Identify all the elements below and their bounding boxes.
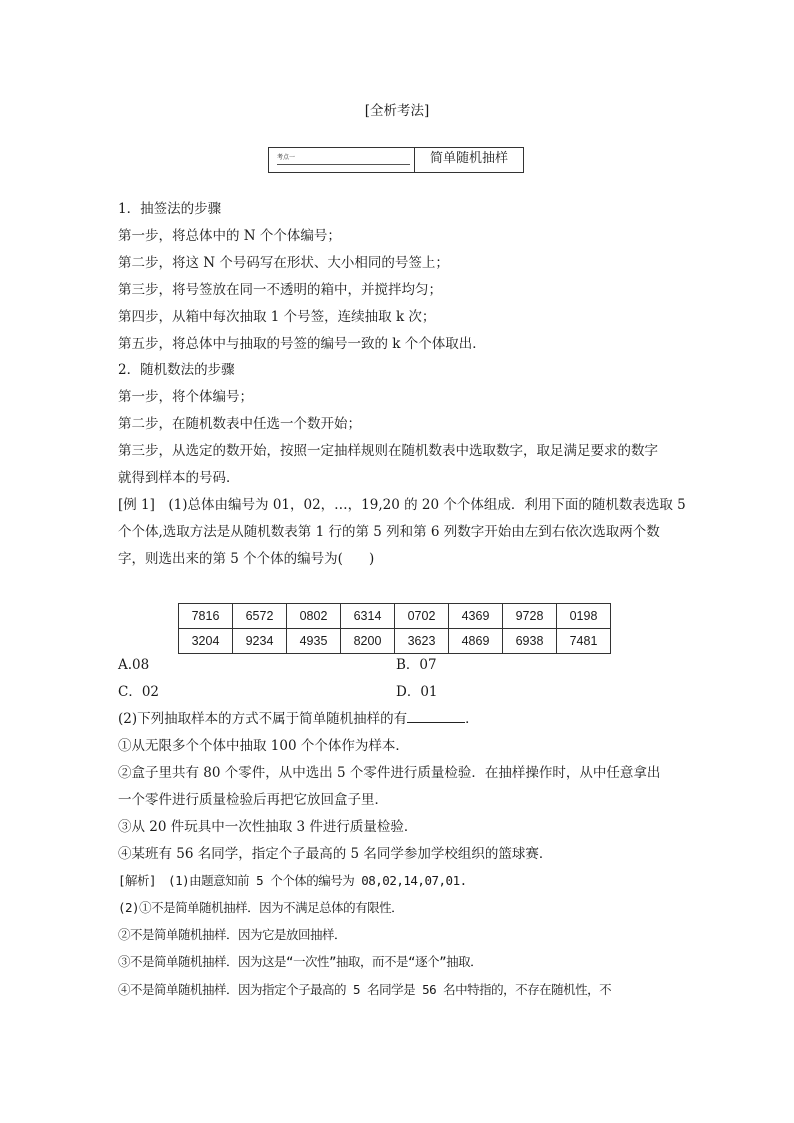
option-d: D．01 xyxy=(396,684,438,700)
table-cell: 6938 xyxy=(503,629,557,654)
table-cell: 7481 xyxy=(557,629,611,654)
random-number-step-1: 第一步，将个体编号； xyxy=(118,389,253,405)
random-number-table xyxy=(178,603,611,654)
example-q1-line-2: 个个体,选取方法是从随机数表第 1 行的第 5 列和第 6 列数字开始由左到右依次选取两个数 xyxy=(118,524,660,540)
lottery-step-5: 第五步，将总体中与抽取的号签的编号一致的 k 个个体取出． xyxy=(118,336,486,352)
example-q2-stem-end: ． xyxy=(465,711,479,727)
example-q2-stem xyxy=(118,710,479,728)
table-cell: 7816 xyxy=(179,604,233,629)
table-cell: 9728 xyxy=(503,604,557,629)
topic-tag-rule xyxy=(277,164,410,165)
option-c: C．02 xyxy=(118,684,160,700)
topic-tag: 考点一 xyxy=(277,154,296,161)
table-row xyxy=(179,629,611,654)
section-heading: [全析考法] xyxy=(364,103,430,119)
solution-line-1: [解析] (1)由题意知前 5 个个体的编号为 08,02,14,07,01. xyxy=(118,873,467,888)
example-q2-item-2-cont: 一个零件进行质量检验后再把它放回盒子里． xyxy=(118,792,388,808)
topic-title: 简单随机抽样 xyxy=(429,151,508,166)
solution-line-5: ④不是简单随机抽样．因为指定个子最高的 5 名同学是 56 名中特指的，不存在随机性，不 xyxy=(118,982,612,997)
example-q1-line-3 xyxy=(118,550,374,568)
random-number-step-3-cont: 就得到样本的号码． xyxy=(118,470,240,486)
table-cell: 4935 xyxy=(287,629,341,654)
table-cell: 4369 xyxy=(449,604,503,629)
lottery-step-1: 第一步，将总体中的 N 个个体编号； xyxy=(118,228,341,244)
random-number-step-3: 第三步，从选定的数开始，按照一定抽样规则在随机数表中选取数字，取足满足要求的数字 xyxy=(118,443,658,459)
lottery-title: 1．抽签法的步骤 xyxy=(118,201,222,217)
table-cell: 9234 xyxy=(233,629,287,654)
option-a: A.08 xyxy=(118,657,150,673)
example-q2-item-3: ③从 20 件玩具中一次性抽取 3 件进行质量检验． xyxy=(118,819,418,835)
table-row xyxy=(179,604,611,629)
table-cell: 0702 xyxy=(395,604,449,629)
table-cell: 6314 xyxy=(341,604,395,629)
lottery-step-4: 第四步，从箱中每次抽取 1 个号签，连续抽取 k 次； xyxy=(118,309,436,325)
table-cell: 0802 xyxy=(287,604,341,629)
table-cell: 0198 xyxy=(557,604,611,629)
lottery-step-3: 第三步，将号签放在同一不透明的箱中，并搅拌均匀； xyxy=(118,282,442,298)
solution-line-2: (2)①不是简单随机抽样．因为不满足总体的有限性． xyxy=(118,900,404,915)
random-number-step-2: 第二步，在随机数表中任选一个数开始； xyxy=(118,416,361,432)
table-cell: 6572 xyxy=(233,604,287,629)
lottery-step-2: 第二步，将这 N 个号码写在形状、大小相同的号签上； xyxy=(118,255,449,271)
example-q1-line-3-text: 字，则选出来的第 5 个个体的编号为( xyxy=(118,551,343,567)
table-cell: 3623 xyxy=(395,629,449,654)
table-cell: 8200 xyxy=(341,629,395,654)
example-q2-item-4: ④某班有 56 名同学，指定个子最高的 5 名同学参加学校组织的篮球赛． xyxy=(118,846,553,862)
table-cell: 3204 xyxy=(179,629,233,654)
example-q2-item-2: ②盒子里共有 80 个零件，从中选出 5 个零件进行质量检验．在抽样操作时，从中任意拿出 xyxy=(118,765,661,781)
solution-line-3: ②不是简单随机抽样．因为它是放回抽样． xyxy=(118,927,347,942)
option-b: B．07 xyxy=(396,657,437,673)
topic-box xyxy=(268,147,524,173)
answer-blank xyxy=(407,710,465,723)
topic-tag-cell xyxy=(269,148,415,172)
example-q2-item-1: ①从无限多个个体中抽取 100 个个体作为样本． xyxy=(118,738,409,754)
table-cell: 4869 xyxy=(449,629,503,654)
solution-line-4: ③不是简单随机抽样．因为这是“一次性”抽取，而不是“逐个”抽取． xyxy=(118,954,483,969)
random-number-title: 2．随机数法的步骤 xyxy=(118,362,235,378)
example-q2-stem-text: (2)下列抽取样本的方式不属于简单随机抽样的有 xyxy=(118,711,408,727)
example-q1-line-1: [例 1] (1)总体由编号为 01，02，…，19,20 的 20 个个体组成．利用下面的随机数表选取 5 xyxy=(118,497,686,513)
example-q1-close-paren: ) xyxy=(368,551,375,567)
